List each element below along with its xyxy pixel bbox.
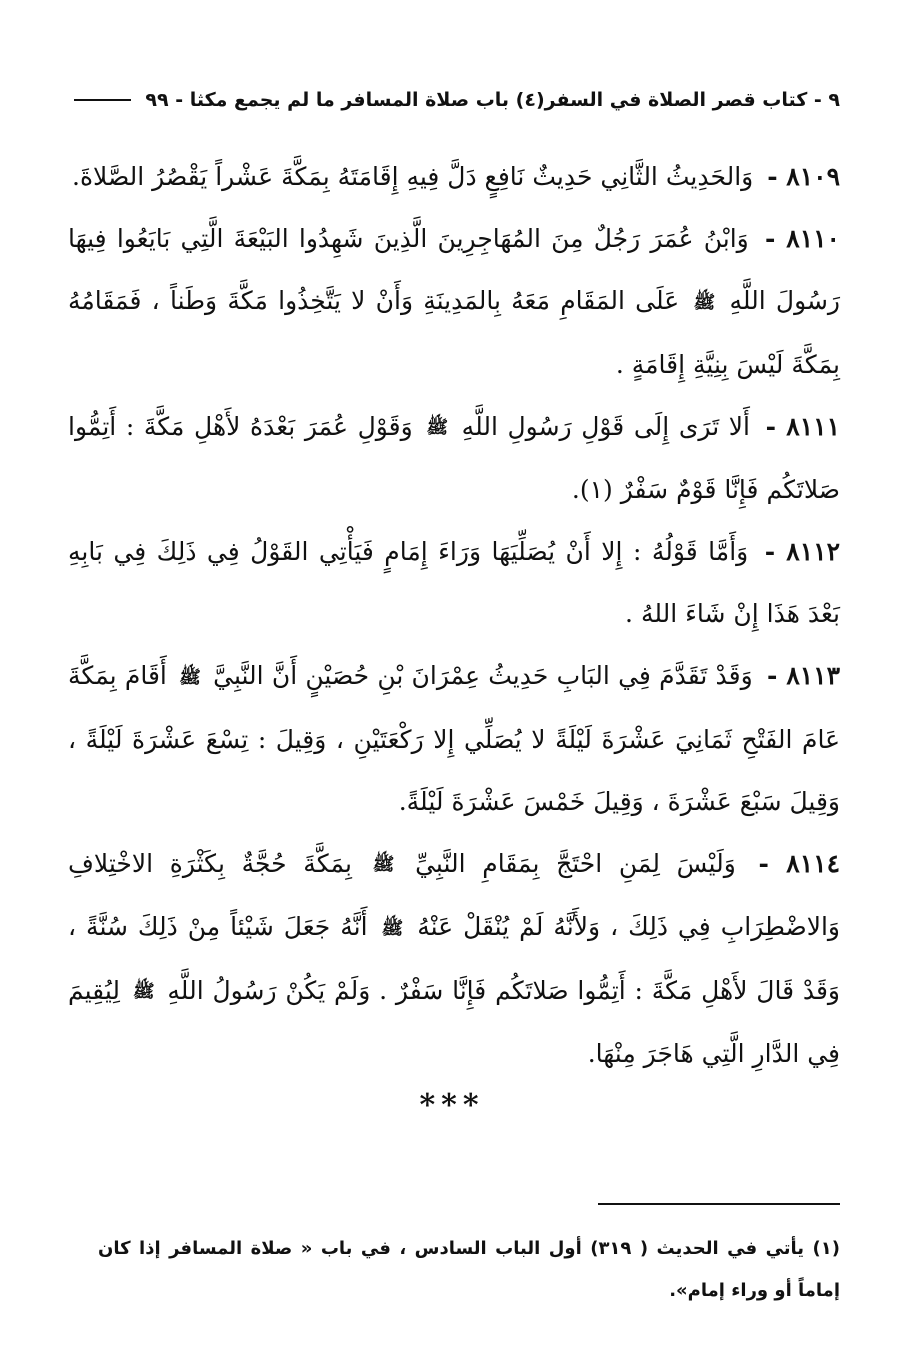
paragraph-text: أَنَّهُ جَعَلَ شَيْئاً مِنْ ذَلِكَ سُنَّةً ، وَقَدْ قَالَ لأَهْلِ مَكَّةَ : أَتِمُّوا صَلاتَكُم فَإِنَّا سَفْرٌ . وَلَمْ يَكُنْ رَسُولُ اللَّهِ — [68, 912, 841, 1005]
running-header — [70, 82, 840, 118]
footnote: (١) يأتي في الحديث ( ٣١٩) أول الباب السادس ، في باب « صلاة المسافر إذا كان إماماً أو وراء إمام». — [98, 1238, 840, 1301]
salutation-glyph: ﷺ — [426, 417, 449, 438]
paragraph-text: وَلَيْسَ لِمَنِ احْتَجَّ بِمَقَامِ النَّبِيِّ — [415, 848, 736, 878]
paragraph-number: ٨١١٤ - — [758, 848, 841, 878]
paragraph-8112 — [68, 521, 840, 645]
paragraph-text: لِيُقِيمَ فِي الدَّارِ الَّتِي هَاجَرَ مِنْهَا. — [68, 975, 840, 1068]
salutation-glyph: ﷺ — [381, 917, 404, 939]
main-text — [68, 146, 840, 1085]
paragraph-8110 — [68, 208, 840, 396]
paragraph-number: ٨١١٢ - — [764, 537, 840, 566]
paragraph-number: ٨١٠٩ - — [767, 162, 840, 191]
paragraph-text: وَأَمَّا قَوْلُهُ : إِلا أَنْ يُصَلِّيَهَا وَرَاءَ إِمَامٍ فَيَأْتِي القَوْلُ فِي ذَلِكَ فِي بَابِهِ بَعْدَ هَذَا إِنْ شَاءَ اللهُ . — [68, 537, 840, 628]
header-title: ٩ - كتاب قصر الصلاة في السفر(٤) باب صلاة المسافر ما لم يجمع مكثا - ٩٩ — [145, 89, 840, 111]
paragraph-8109 — [68, 146, 840, 208]
paragraph-text: وَقَوْلِ عُمَرَ بَعْدَهُ لأَهْلِ مَكَّةَ : أَتِمُّوا صَلاتَكُم فَإِنَّا قَوْمٌ سَفْرٌ (١). — [68, 411, 840, 504]
paragraph-number: ٨١١١ - — [765, 411, 841, 441]
paragraph-text: أَقَامَ بِمَكَّةَ عَامَ الفَتْحِ ثَمَانِيَ عَشْرَةَ لَيْلَةً لا يُصَلِّي إِلا رَكْعَتَيْنِ ، وَقِيلَ : تِسْعَ عَشْرَةَ لَيْلَةً ، وَقِيلَ سَبْعَ عَشْرَةَ ، وَقِيلَ خَمْسَ عَشْرَةَ لَيْلَةً. — [68, 661, 840, 816]
paragraph-text: عَلَى المَقَامِ مَعَهُ بِالمَدِينَةِ وَأَنْ لا يَتَّخِذُوا مَكَّةَ وَطَناً ، فَمَقَامُهُ بِمَكَّةَ لَيْسَ بِنِيَّةِ إِقَامَةٍ . — [68, 286, 840, 379]
section-separator: *** — [419, 1088, 485, 1123]
paragraph-8111 — [68, 396, 840, 522]
header-rule — [74, 99, 131, 101]
paragraph-text: وَقَدْ تَقَدَّمَ فِي البَابِ حَدِيثُ عِمْرَانَ بْنِ حُصَيْنٍ أَنَّ النَّبِيَّ — [213, 661, 753, 690]
paragraph-number: ٨١١٣ - — [766, 661, 841, 690]
paragraph-text: وَابْنُ عُمَرَ رَجُلٌ مِنَ المُهَاجِرِينَ الَّذِينَ شَهِدُوا البَيْعَةَ الَّتِي بَايَعُوا فِيهَا رَسُولَ اللَّهِ — [68, 224, 841, 315]
paragraph-8114 — [68, 833, 840, 1086]
paragraph-text: بِمَكَّةَ حُجَّةٌ بِكَثْرَةِ الاخْتِلافِ وَالاضْطِرَابِ فِي ذَلِكَ ، وَلأَنَّهُ لَمْ يُنْقَلْ عَنْهُ — [68, 848, 840, 941]
paragraph-text: أَلا تَرَى إِلَى قَوْلِ رَسُولِ اللَّهِ — [461, 411, 750, 441]
salutation-glyph: ﷺ — [132, 981, 155, 1002]
paragraph-number: ٨١١٠ - — [764, 224, 840, 253]
paragraph-text: وَالحَدِيثُ الثَّانِي حَدِيثٌ نَافِعٍ دَلَّ فِيهِ إِقَامَتَهُ بِمَكَّةَ عَشْراً يَقْصُرُ الصَّلاةَ. — [72, 162, 754, 191]
paragraph-8113 — [68, 645, 840, 833]
salutation-glyph: ﷺ — [693, 291, 716, 313]
footnote-rule — [598, 1203, 840, 1205]
salutation-glyph: ﷺ — [179, 666, 201, 688]
salutation-glyph: ﷺ — [372, 854, 395, 875]
